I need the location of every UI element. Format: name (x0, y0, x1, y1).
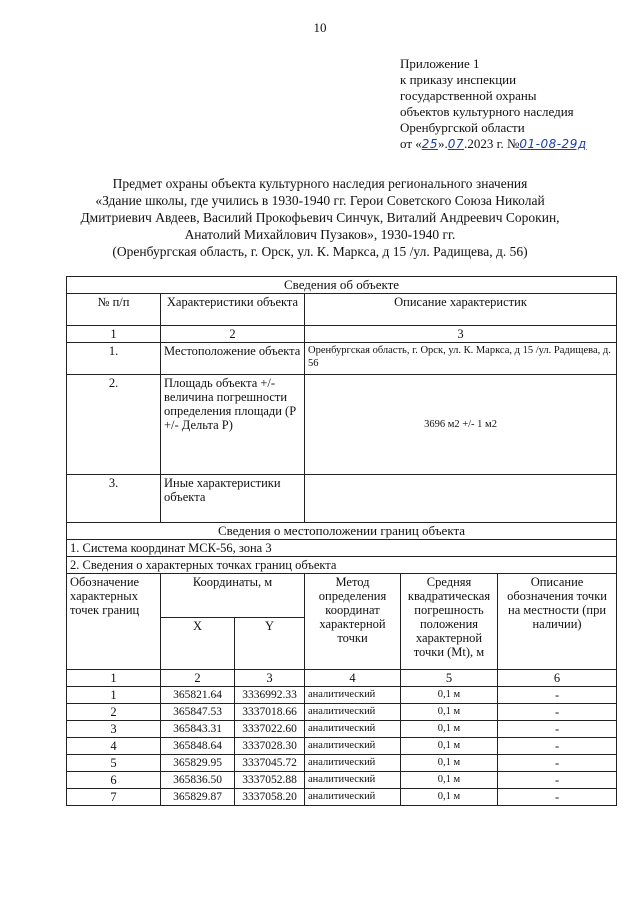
point-number: 3 (67, 721, 161, 738)
row-characteristic: Площадь объекта +/- величина погрешности определения площади (Р +/- Дельта Р) (161, 375, 305, 475)
point-method: аналитический (305, 687, 401, 704)
row-num: 1. (67, 343, 161, 375)
point-description: - (498, 755, 617, 772)
point-method: аналитический (305, 704, 401, 721)
point-x: 365843.31 (161, 721, 235, 738)
point-number: 2 (67, 704, 161, 721)
header-point-description: Описание обозначения точки на местности (при наличии) (498, 574, 617, 670)
point-number: 5 (67, 755, 161, 772)
point-y: 3337028.30 (235, 738, 305, 755)
point-x: 365847.53 (161, 704, 235, 721)
header-number-cell: 2 (161, 326, 305, 343)
title-line: Предмет охраны объекта культурного наследия регионального значения (112, 176, 528, 191)
table-row (67, 375, 617, 475)
point-description: - (498, 704, 617, 721)
section-title-object-info: Сведения об объекте (67, 277, 617, 294)
point-method: аналитический (305, 738, 401, 755)
point-number: 4 (67, 738, 161, 755)
point-number: 7 (67, 789, 161, 806)
point-mt: 0,1 м (401, 687, 498, 704)
order-number-handwritten: 01-08-29д (519, 137, 587, 151)
point-x: 365829.95 (161, 755, 235, 772)
point-mt: 0,1 м (401, 755, 498, 772)
date-year: .2023 г. № (464, 136, 520, 151)
row-num: 3. (67, 475, 161, 523)
point-description: - (498, 687, 617, 704)
appendix-date-line (400, 136, 636, 152)
date-day-handwritten: 25 (421, 137, 439, 151)
header-characteristic: Характеристики объекта (161, 294, 305, 326)
header-number-cell: 6 (498, 670, 617, 687)
title-line: «Здание школы, где учились в 1930-1940 гг. Герои Советского Союза Николай (95, 193, 545, 208)
header-coordinates: Координаты, м (161, 574, 305, 618)
point-method: аналитический (305, 721, 401, 738)
point-x: 365829.87 (161, 789, 235, 806)
header-number-cell: 5 (401, 670, 498, 687)
point-y: 3336992.33 (235, 687, 305, 704)
date-prefix: от « (400, 136, 422, 151)
point-y: 3337018.66 (235, 704, 305, 721)
table-row (67, 721, 617, 738)
point-description: - (498, 772, 617, 789)
table-row (67, 738, 617, 755)
date-month-handwritten: 07 (447, 137, 465, 151)
header-x: X (161, 618, 235, 670)
point-mt: 0,1 м (401, 704, 498, 721)
point-number: 6 (67, 772, 161, 789)
point-method: аналитический (305, 772, 401, 789)
point-description: - (498, 721, 617, 738)
title-line: Анатолий Михайлович Пузаков», 1930-1940 гг. (184, 227, 456, 242)
point-y: 3337058.20 (235, 789, 305, 806)
appendix-line: к приказу инспекции (400, 72, 517, 87)
row-description: Оренбургская область, г. Орск, ул. К. Маркса, д 15 /ул. Радищева, д. 56 (305, 343, 617, 375)
table-row (67, 687, 617, 704)
point-x: 365821.64 (161, 687, 235, 704)
point-mt: 0,1 м (401, 721, 498, 738)
header-number-cell: 4 (305, 670, 401, 687)
appendix-line: Приложение 1 (400, 56, 480, 71)
header-number-cell: 3 (305, 326, 617, 343)
point-mt: 0,1 м (401, 738, 498, 755)
appendix-block (400, 56, 636, 152)
row-num: 2. (67, 375, 161, 475)
coordinate-system: 1. Система координат МСК-56, зона 3 (67, 540, 617, 557)
header-description: Описание характеристик (305, 294, 617, 326)
header-y: Y (235, 618, 305, 670)
point-x: 365848.64 (161, 738, 235, 755)
date-mid: ». (438, 136, 448, 151)
table-row (67, 475, 617, 523)
row-characteristic: Иные характеристики объекта (161, 475, 305, 523)
point-number: 1 (67, 687, 161, 704)
point-mt: 0,1 м (401, 772, 498, 789)
header-number-cell: 1 (67, 326, 161, 343)
header-designation: Обозначение характерных точек границ (67, 574, 161, 670)
header-method: Метод определения координат характерной точки (305, 574, 401, 670)
point-y: 3337052.88 (235, 772, 305, 789)
page-number: 10 (313, 20, 327, 35)
section-title-boundaries: Сведения о местоположении границ объекта (67, 523, 617, 540)
header-num: № п/п (67, 294, 161, 326)
table-row (67, 704, 617, 721)
header-error: Средняя квадратическая погрешность положения характерной точки (Mt), м (401, 574, 498, 670)
appendix-line: Оренбургской области (400, 120, 525, 135)
appendix-line: объектов культурного наследия (400, 104, 574, 119)
row-description: 3696 м2 +/- 1 м2 (305, 375, 617, 475)
row-description (305, 475, 617, 523)
point-method: аналитический (305, 755, 401, 772)
title-line: Дмитриевич Авдеев, Василий Прокофьевич Синчук, Виталий Андреевич Сорокин, (80, 210, 560, 225)
document-title (60, 175, 580, 260)
table-row (67, 789, 617, 806)
header-number-cell: 2 (161, 670, 235, 687)
table-row (67, 772, 617, 789)
point-y: 3337045.72 (235, 755, 305, 772)
point-x: 365836.50 (161, 772, 235, 789)
point-y: 3337022.60 (235, 721, 305, 738)
table-row (67, 343, 617, 375)
header-number-cell: 1 (67, 670, 161, 687)
object-table (66, 276, 617, 806)
point-description: - (498, 789, 617, 806)
title-address-line: (Оренбургская область, г. Орск, ул. К. Маркса, д 15 /ул. Радищева, д. 56) (112, 244, 528, 259)
point-method: аналитический (305, 789, 401, 806)
row-characteristic: Местоположение объекта (161, 343, 305, 375)
table-row (67, 755, 617, 772)
point-description: - (498, 738, 617, 755)
point-mt: 0,1 м (401, 789, 498, 806)
header-number-cell: 3 (235, 670, 305, 687)
appendix-line: государственной охраны (400, 88, 537, 103)
points-title: 2. Сведения о характерных точках границ объекта (67, 557, 617, 574)
